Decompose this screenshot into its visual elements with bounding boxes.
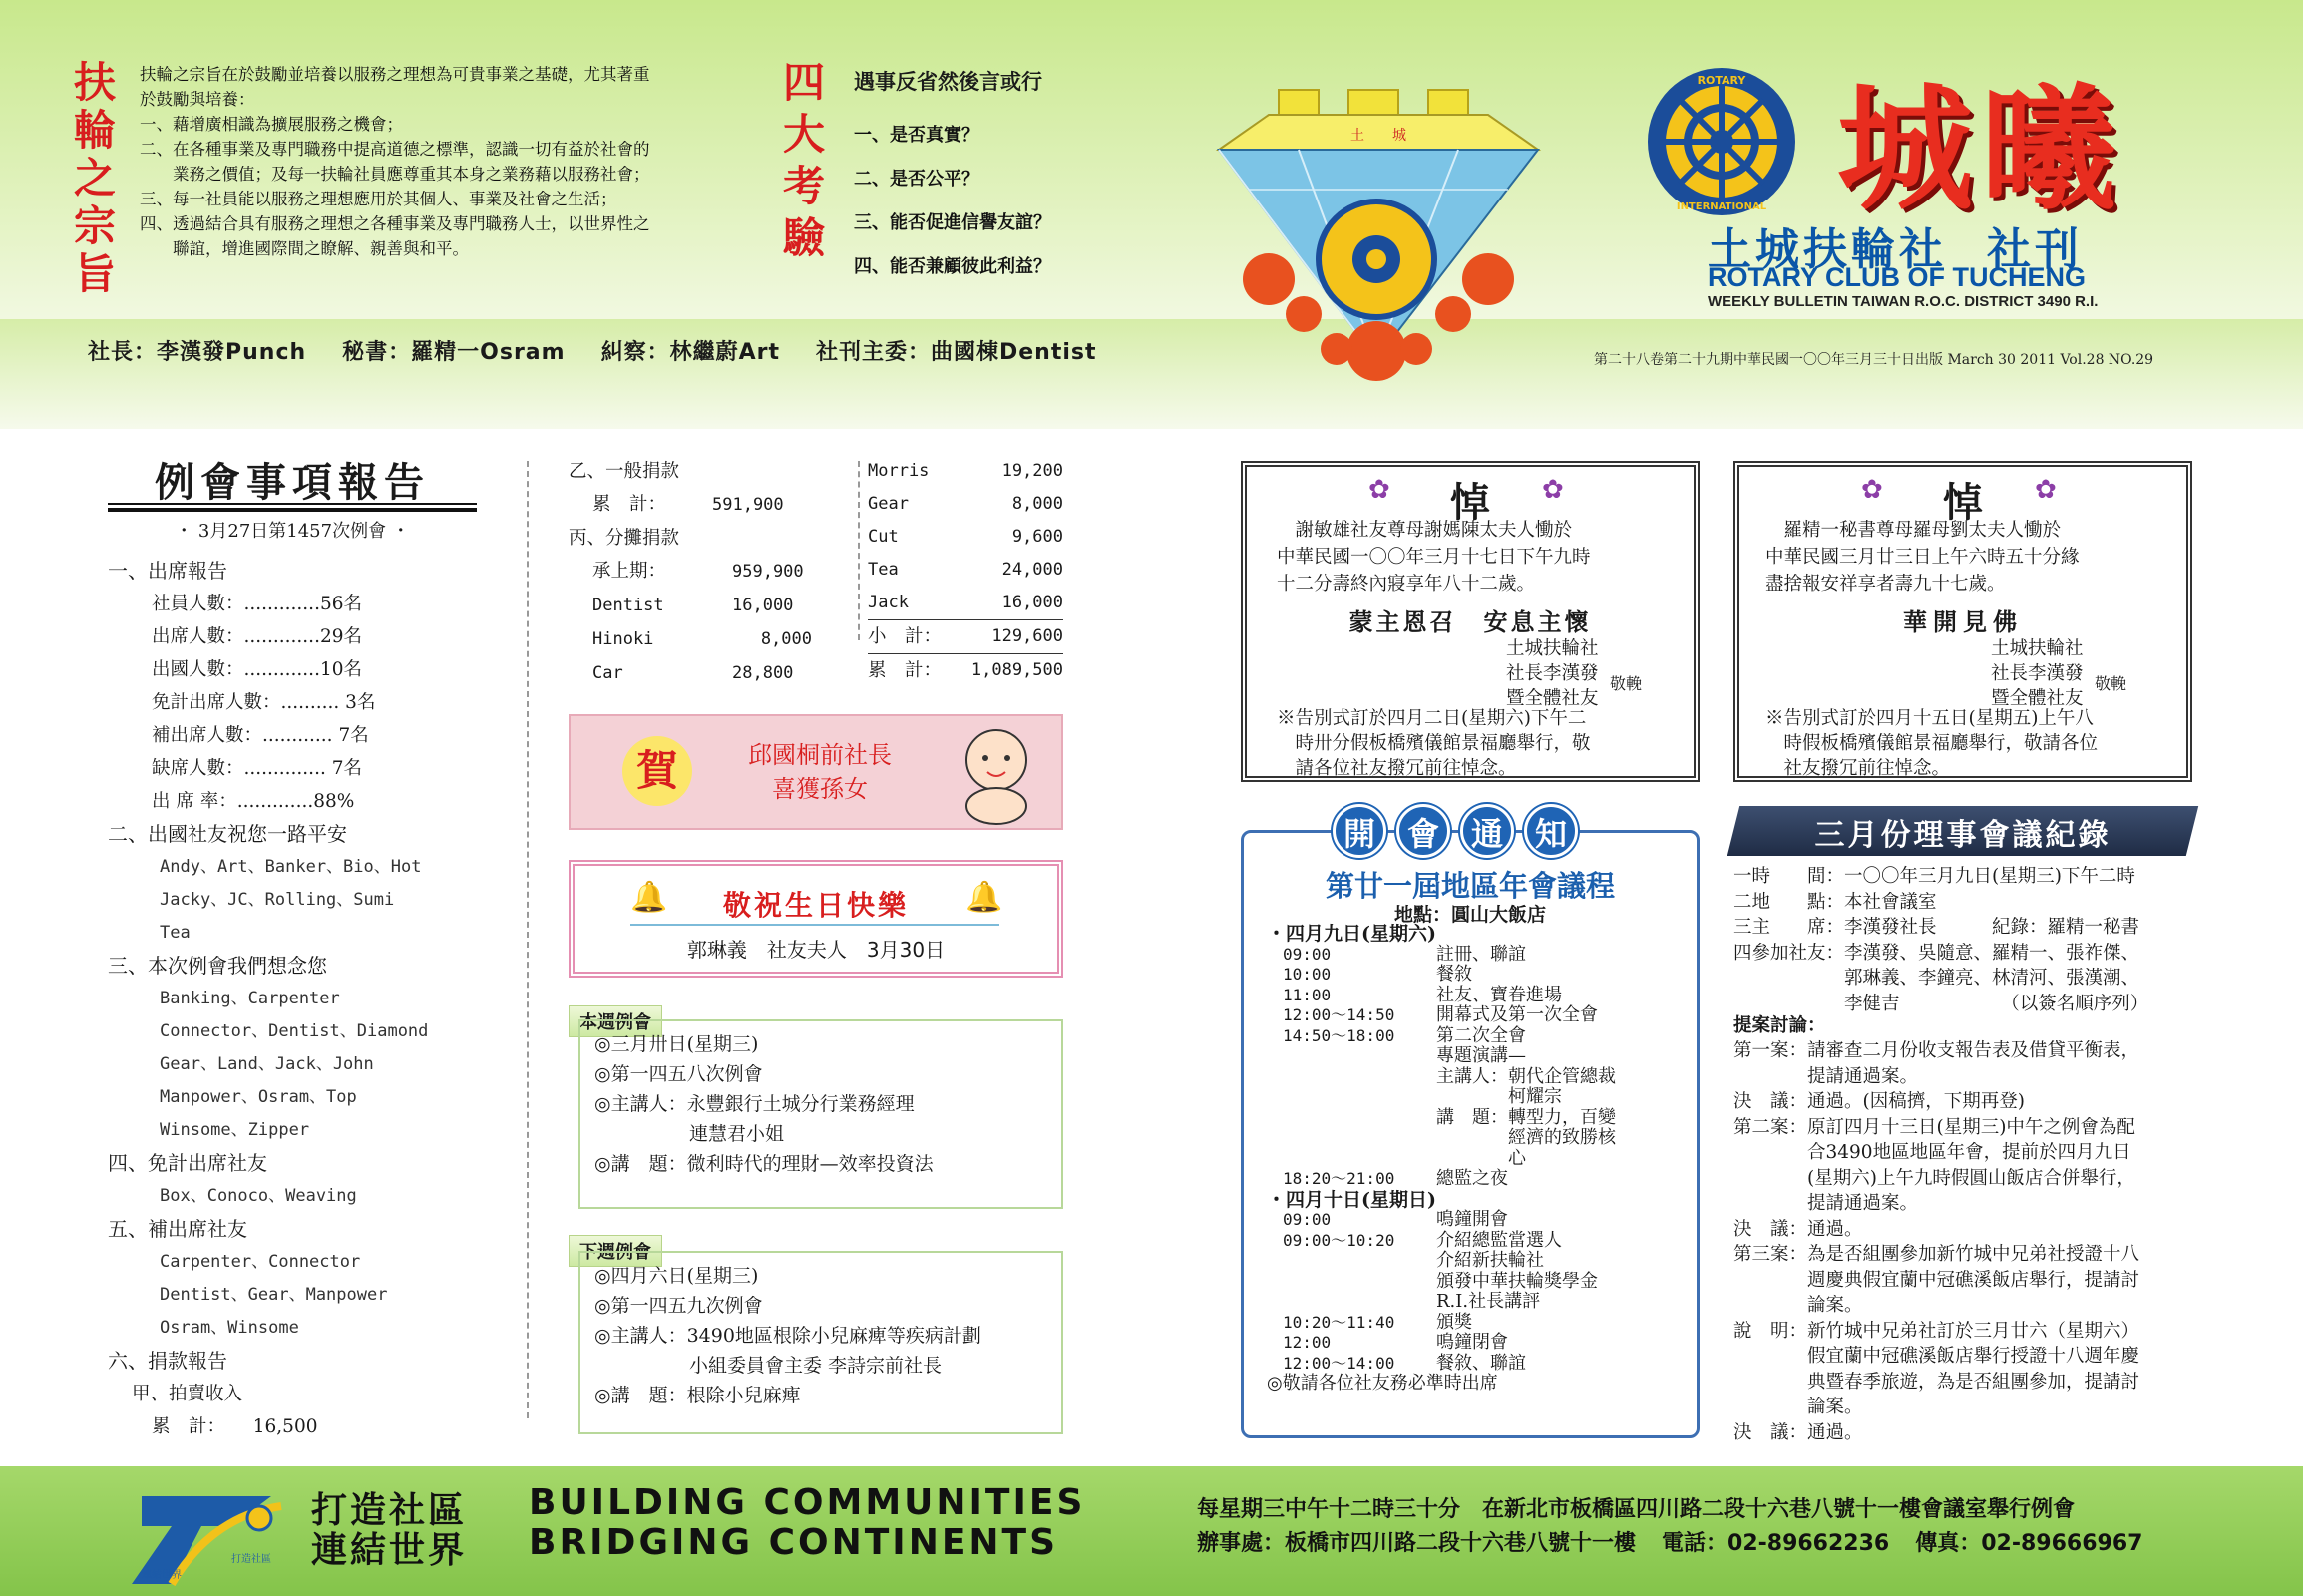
notice-badge: 開 會 通 知 [1333, 804, 1578, 858]
svg-text:土 城: 土 城 [1350, 128, 1406, 144]
condolence-1: 悼 ✿ ✿ 謝敏雄社友尊母謝媽陳太夫人慟於 中華民國一〇〇年三月十七日下午九時 十二分壽終內寢享年八十二歲。 蒙主恩召 安息主懷 土城扶輪社 社長李漢發 暨全體社友 敬輓 ※告別式訂於四月二日(星期六)下午二 時卅分假板橋殯儀館景福廳舉行，敬 請各位社友撥冗前往悼念。 [1241, 461, 1700, 782]
flower-icon: ✿ [1861, 475, 1883, 505]
report-title-rule [108, 503, 477, 505]
fourway-title: 四大考驗 [777, 60, 826, 267]
condolence-motto: 華開見佛 [1903, 607, 2023, 636]
slogan-en-2: BRIDGING CONTINENTS [529, 1522, 1059, 1563]
report-title: 例會事項報告 [108, 451, 477, 512]
svg-text:ROTARY: ROTARY [1697, 74, 1746, 87]
congrats-text: 邱國桐前社長 喜獲孫女 [748, 741, 892, 803]
next-week-box: ◎四月六日(星期三) ◎第一四五九次例會 ◎主講人：3490地區根除小兒麻痺等疾病計劃 小組委員會主委 李詩宗前社長 ◎講 題：根除小兒麻痺 [578, 1251, 1063, 1434]
bell-icon: 🔔 [965, 880, 1003, 915]
slogan-zh-2: 連結世界 [311, 1530, 468, 1571]
discussion-list: 第一案：請審查二月份收支報告表及借貸平衡表， 提請通過案。 決 議：通過。(因稿擠，下期再登) 第二案：原訂四月十三日(星期三)中午之例會為配 合3490地區地區年會，提前於四月九日 (星期六)上午九時假圓山飯店合併舉行， 提請通過案。 決 議：通過。 第三案：為是否組團參加新竹城中兄弟社授證十八 週慶典假宜蘭中冠礁溪飯店舉行，提請討 論案。 說 明：新竹城中兄弟社訂於三月廿六（星期六） 假宜蘭中冠礁溪飯店舉行授證十八週年慶 典暨春季旅遊，為是否組團參加，提請討 論案。 決 議：通過。 [1733, 1040, 2140, 1443]
birthday-box [569, 860, 1063, 978]
condolence-title: 悼 [1943, 479, 1983, 526]
congrats-mark: 賀 [622, 736, 692, 806]
weekly-bulletin-line: WEEKLY BULLETIN TAIWAN R.O.C. DISTRICT 3490 R.I. [1708, 293, 2099, 310]
donation-divider [858, 461, 860, 640]
this-week-tag: 本週例會 [569, 1005, 662, 1037]
issue-line: 第二十八卷第二十九期中華民國一〇〇年三月三十日出版 March 30 2011 Vol.28 NO.29 [1594, 352, 2154, 368]
rotary-wheel-icon [1642, 62, 1801, 221]
slogan-en-1: BUILDING COMMUNITIES [529, 1482, 1086, 1523]
diamond-castle-logo [1209, 60, 1588, 389]
officers-line: 社長：李漢發Punch 秘書：羅精一Osram 糾察：林繼蔚Art 社刊主委：曲國棟Dentist [88, 340, 1097, 365]
club-name-zh: 土城扶輪社 社刊 [1708, 224, 2083, 275]
condolence-sign: 土城扶輪社 社長李漢發 暨全體社友 [1991, 638, 2084, 709]
birthday-title: 敬祝生日快樂 [722, 889, 909, 922]
condolence-note: ※告別式訂於四月二日(星期六)下午二 時卅分假板橋殯儀館景福廳舉行，敬 請各位社友撥冗前往悼念。 [1277, 708, 1591, 779]
svg-text:INTERNATIONAL: INTERNATIONAL [1676, 201, 1767, 212]
slogan-zh-1: 打造社區 [311, 1490, 468, 1531]
condolence-text: 謝敏雄社友尊母謝媽陳太夫人慟於 中華民國一〇〇年三月十七日下午九時 十二分壽終內寢享年八十二歲。 [1277, 520, 1591, 595]
next-week-tag: 下週例會 [569, 1235, 662, 1267]
column-divider [527, 461, 529, 1418]
meeting-schedule: 每星期三中午十二時三十分 在新北市板橋區四川路二段十六巷八號十一樓會議室舉行例會 [1197, 1497, 2076, 1522]
condolence-motto: 蒙主恩召 安息主懷 [1348, 607, 1592, 636]
office-address: 辦事處：板橋市四川路二段十六巷八號十一樓 電話：02-89662236 傳真：02-89666967 [1197, 1531, 2143, 1556]
flower-icon: ✿ [2035, 475, 2057, 505]
congrats-box [569, 714, 1063, 830]
report-subtitle: ・ 3月27日第1457次例會 ・ [175, 521, 410, 542]
this-week-box: ◎三月卅日(星期三) ◎第一四五八次例會 ◎主講人：永豐銀行土城分行業務經理 連慧君小姐 ◎講 題：微利時代的理財—效率投資法 [578, 1019, 1063, 1209]
condolence-text: 羅精一秘書尊母羅母劉太夫人慟於 中華民國三月廿三日上午六時五十分緣 盡捨報安祥享者壽九十七歲。 [1765, 520, 2080, 595]
bell-icon: 🔔 [630, 880, 668, 915]
svg-text:連結世界: 連結世界 [142, 1570, 182, 1581]
baby-icon [942, 722, 1051, 826]
agenda: ・四月九日(星期六) 09:00 註冊、聯誼 10:00 餐敘 11:00 社友、寶眷進場 12:00～14:50 開幕式及第一次全會 14:50～18:00 第二次全會 專題演講— 主講人：朝代企管總裁 柯耀宗 講 題：轉型力，百變 經濟的致勝核 心 18:20～21:00 總監之夜 ・四月十日(星期日) 09:00 鳴鐘開會 09:00～10:20 介紹總監當選人 介紹新扶輪社 頒發中華扶輪獎學金 R.I.社長講評 10:20～11:40 頒獎 12:00 鳴鐘閉會 12:00～14:00 餐敘、聯誼 ◎敬請各位社友務必準時出席 [1267, 923, 1616, 1394]
flower-icon: ✿ [1542, 475, 1564, 505]
minutes-info: 一時 間：一〇〇年三月九日(星期三)下午二時 二地 點：本社會議室 三主 席：李漢發社長 紀錄：羅精一秘書 四參加社友：李漢發、吳隨意、羅精一、張祚傑、 郭琳義、李鐘亮、林清河、張漢潮、 李健吉 （以簽名順序列） [1733, 866, 2149, 1014]
flower-icon: ✿ [1368, 475, 1390, 505]
condolence-title: 悼 [1450, 479, 1490, 526]
condolence-note: ※告別式訂於四月十五日(星期五)上午八 時假板橋殯儀館景福廳舉行，敬請各位 社友撥冗前往悼念。 [1765, 708, 2099, 779]
donations-left: 乙、一般捐款 累 計： 591,900 丙、分攤捐款 承上期： 959,900 Dentist 16,000 Hinoki 8,000 Car 28,800 [569, 461, 812, 683]
discussion-head: 提案討論： [1733, 1015, 1826, 1036]
minutes-title: 三月份理事會議紀錄 [1814, 818, 2111, 853]
slogan-logo-icon [132, 1466, 291, 1586]
notice-title: 第廿一屆地區年會議程 [1325, 869, 1615, 903]
condolence-2: 悼 ✿ ✿ 羅精一秘書尊母羅母劉太夫人慟於 中華民國三月廿三日上午六時五十分緣 盡捨報安祥享者壽九十七歲。 華開見佛 土城扶輪社 社長李漢發 暨全體社友 敬輓 ※告別式訂於四月十五日(星期五)上午八 時假板橋殯儀館景福廳舉行，敬請各位 社友撥冗前往悼念。 [1733, 461, 2192, 782]
svg-text:打造社區: 打造社區 [231, 1554, 271, 1565]
fourway-intro: 遇事反省然後言或行 [854, 70, 1042, 94]
club-name-en: ROTARY CLUB OF TUCHENG [1708, 262, 2086, 292]
report-list: 一、出席報告 社員人數：.............56名 出席人數：.............29名 出國人數：.............10名 免計出席人數：.......... 3名 補出席人數：............ 7名 缺席人數：.............. 7名 出 席 率：.............88% 二、出國社友祝您一路平安 Andy、Art、Banker、Bio、Hot Jacky、JC、Rolling、Sumi Tea 三、本次例會我們想念您 Banking、Carpenter Connector、Dentist、Diamond Gear、Land、Jack、John Manpower、Osram、Top Winsome、Zipper 四、免計出席社友 Box、Conoco、Weaving 五、補出席社友 Carpenter、Connector Dentist、Gear、Manpower Osram、Winsome 六、捐款報告 甲、拍賣收入 累 計： 16,500 [108, 559, 429, 1437]
birthday-line: 郭琳義 社友夫人 3月30日 [686, 938, 946, 962]
notice-venue: 地點：圓山大飯店 [1393, 904, 1546, 926]
donations-right: Morris 19,200 Gear 8,000 Cut 9,600 Tea 24,000 Jack 16,000 小 計： 129,600 累 計： 1,089,500 [868, 455, 1063, 687]
condolence-sign: 土城扶輪社 社長李漢發 暨全體社友 [1506, 638, 1599, 709]
purpose-title: 扶輪之宗旨 [68, 60, 117, 299]
purpose-text: 扶輪之宗旨在於鼓勵並培養以服務之理想為可貴事業之基礎，尤其著重 於鼓勵與培養： 一、藉增廣相識為擴展服務之機會； 二、在各種事業及專門職務中提高道德之標準，認識一切有益於社會的 業務之價值；及每一扶輪社員應尊重其本身之業務藉以服務社會； 三、每一社員能以服務之理想應用於其個人、事業及社會之生活； 四、透過結合具有服務之理想之各種事業及專門職務人士，以世界性之 聯誼，增進國際間之瞭解、親善與和平。 [140, 65, 650, 258]
bulletin-title: 城曦 [1837, 70, 2124, 229]
fourway-list: 一、是否真實？ 二、是否公平？ 三、能否促進信譽友誼？ 四、能否兼顧彼此利益？ [854, 125, 1051, 277]
